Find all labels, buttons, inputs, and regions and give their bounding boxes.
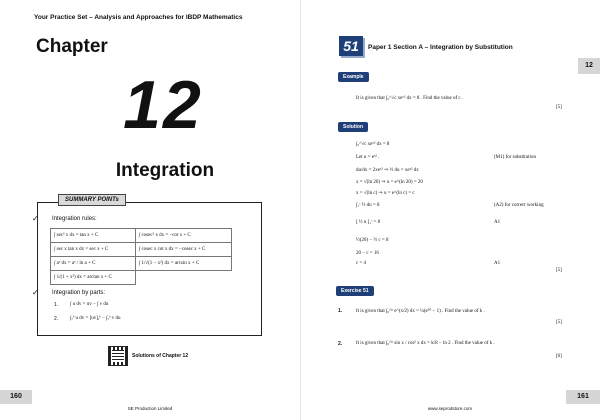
page-number-left: 160 bbox=[0, 390, 32, 404]
example-label: Example bbox=[338, 72, 369, 82]
table-row bbox=[51, 257, 232, 271]
parts-formula: ∫ₐᵇ u dv = [uv]ₐᵇ − ∫ₐᵇ v du bbox=[70, 316, 121, 321]
running-header: Your Practice Set – Analysis and Approaches for IBDP Mathematics bbox=[34, 14, 243, 21]
parts-heading: Integration by parts: bbox=[52, 290, 106, 296]
solution-line: ½(20) − ½ c = 8 bbox=[356, 238, 389, 243]
exercise-marks: [6] bbox=[556, 354, 562, 359]
exercise-number: 1. bbox=[338, 308, 343, 314]
solution-line: ∫₀^√c xeˣ² dx = 8 bbox=[356, 142, 390, 147]
chapter-tab: 12 bbox=[578, 58, 600, 74]
example-text: It is given that ∫₀^√c xeˣ² dx = 8 . Find the value of c . bbox=[356, 96, 464, 101]
rules-table bbox=[50, 228, 232, 285]
chapter-label: Chapter bbox=[36, 36, 108, 57]
solution-line: ∫₁ᶜ ½ du = 8 bbox=[356, 203, 380, 208]
chapter-title: Integration bbox=[115, 160, 215, 181]
rule-cell: ∫ cosec x cot x dx = −cosec x + C bbox=[135, 243, 231, 257]
example-marks: [5] bbox=[556, 105, 562, 110]
solution-note: (A2) for correct working bbox=[494, 203, 544, 208]
page-gutter bbox=[300, 0, 301, 420]
solution-note: A1 bbox=[494, 261, 501, 266]
chapter-number: 12 bbox=[123, 67, 203, 143]
solution-note: A1 bbox=[494, 220, 501, 225]
exercise-marks: [5] bbox=[556, 320, 562, 325]
solution-line: 20 − c = 16 bbox=[356, 251, 379, 256]
table-row bbox=[51, 271, 232, 285]
solution-marks: [5] bbox=[556, 268, 562, 273]
solution-line: du/dx = 2xeˣ² ⇒ ½ du = xeˣ² dx bbox=[356, 168, 419, 173]
footer-right[interactable]: www.seprodstore.com bbox=[427, 406, 473, 411]
solutions-link[interactable]: Solutions of Chapter 12 bbox=[132, 353, 189, 359]
exercise-text: It is given that ∫₀^ᵏ sin x / cos² x dx = k/8 − ln 2 . Find the value of k . bbox=[356, 341, 495, 346]
exercise-number: 2. bbox=[338, 341, 343, 347]
rule-cell: ∫ sec x tan x dx = sec x + C bbox=[51, 243, 136, 257]
parts-number: 2. bbox=[54, 316, 59, 322]
solution-line: x = √(ln 20) ⇒ u = e^(ln 20) = 20 bbox=[356, 180, 423, 185]
rule-cell: ∫ sec² x dx = tan x + C bbox=[51, 229, 136, 243]
rule-cell: ∫ 1/√(1 − x²) dx = arcsin x + C bbox=[135, 257, 231, 271]
summary-label: SUMMARY POINTs bbox=[58, 194, 126, 206]
solution-line: x = √(ln c) ⇒ u = e^(ln c) = c bbox=[356, 191, 415, 196]
rule-cell: ∫ cosec² x dx = −cot x + C bbox=[135, 229, 231, 243]
rule-cell: ∫ 1/(1 + x²) dx = arctan x + C bbox=[51, 271, 136, 285]
qr-code-icon[interactable] bbox=[108, 346, 128, 366]
table-row bbox=[51, 243, 232, 257]
solution-label: Solution bbox=[338, 122, 368, 132]
exercise-label: Exercise 51 bbox=[336, 286, 374, 296]
solution-line: [ ½ u ]₁ᶜ = 8 bbox=[356, 220, 381, 225]
section-title: Paper 1 Section A – Integration by Substitution bbox=[368, 44, 513, 51]
solution-note: (M1) for substitution bbox=[494, 155, 536, 160]
rule-cell bbox=[135, 271, 231, 285]
check-icon: ✓ bbox=[32, 288, 39, 297]
footer-left: SE Production Limited bbox=[127, 406, 173, 411]
solution-line: Let u = eˣ² . bbox=[356, 155, 380, 160]
exercise-text: It is given that ∫₀^ᵏ e^(x/2) dx = ¼(e²⁰ − 1) . Find the value of k . bbox=[356, 309, 485, 314]
section-number-badge: 51 bbox=[339, 36, 363, 56]
parts-formula: ∫ u dv = uv − ∫ v du bbox=[70, 302, 109, 307]
page-number-right: 161 bbox=[566, 390, 600, 404]
parts-number: 1. bbox=[54, 302, 59, 308]
rules-heading: Integration rules: bbox=[52, 216, 97, 222]
check-icon: ✓ bbox=[32, 214, 39, 223]
table-row bbox=[51, 229, 232, 243]
rule-cell: ∫ aˣ dx = aˣ / ln a + C bbox=[51, 257, 136, 271]
solution-line: c = 4 bbox=[356, 261, 367, 266]
